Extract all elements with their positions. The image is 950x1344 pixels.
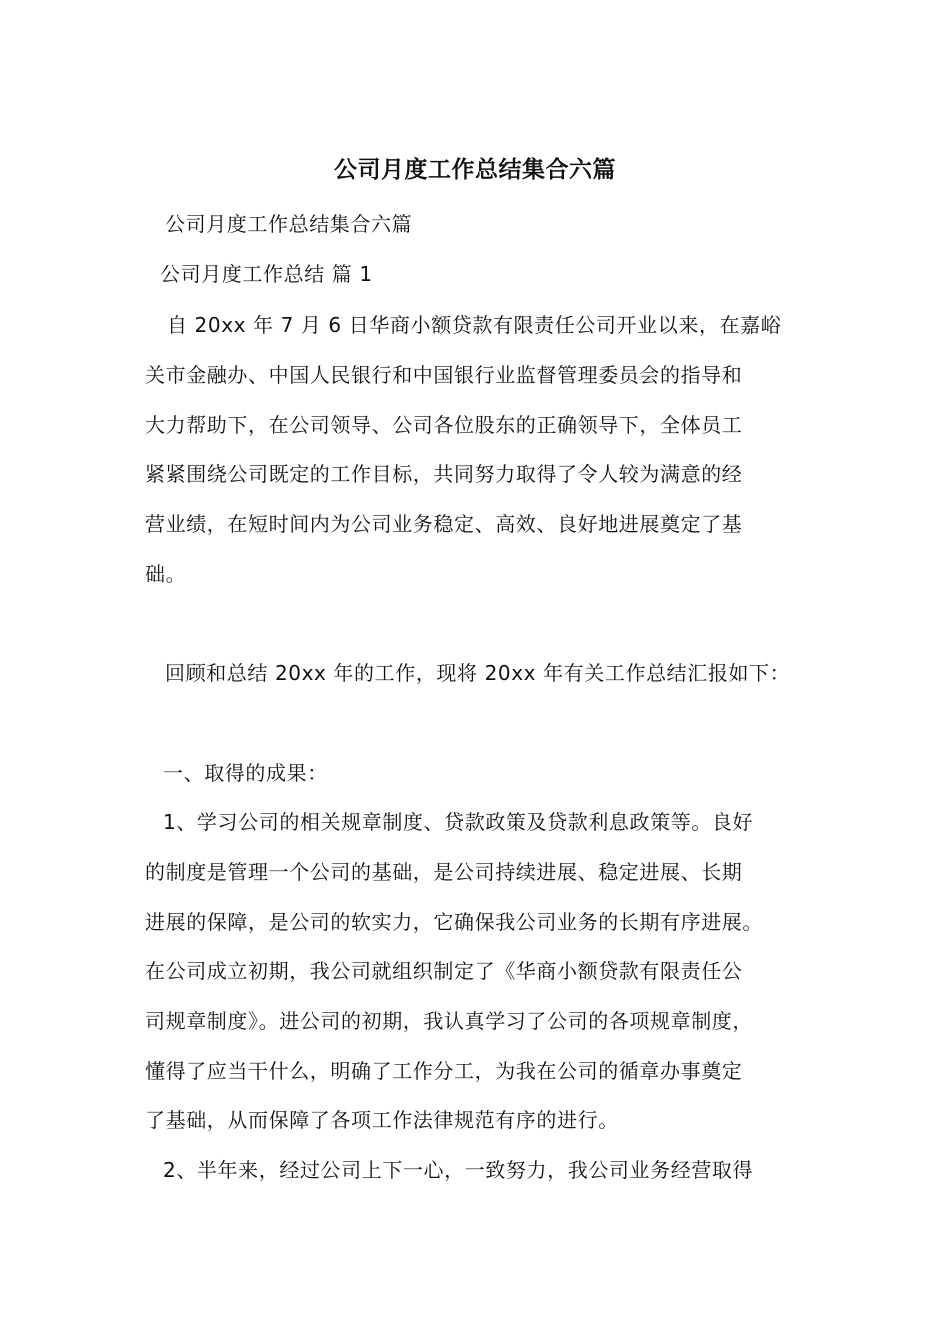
- section-heading-achievements: 一、取得的成果：: [163, 761, 328, 785]
- paragraph-line: 2、半年来，经过公司上下一心，一致努力，我公司业务经营取得: [163, 1158, 754, 1182]
- section-heading-1: 公司月度工作总结 篇 1: [160, 262, 373, 286]
- paragraph-line: 司规章制度》。进公司的初期，我认真学习了公司的各项规章制度，: [145, 1009, 753, 1033]
- document-title: 公司月度工作总结集合六篇: [334, 157, 616, 183]
- paragraph-line: 1、学习公司的相关规章制度、贷款政策及贷款利息政策等。良好: [163, 810, 754, 834]
- paragraph-line: 大力帮助下，在公司领导、公司各位股东的正确领导下，全体员工: [145, 413, 743, 437]
- paragraph-line: 础。: [145, 562, 187, 586]
- paragraph-line: 紧紧围绕公司既定的工作目标，共同努力取得了令人较为满意的经: [145, 462, 743, 486]
- paragraph-line: 关市金融办、中国人民银行和中国银行业监督管理委员会的指导和: [145, 363, 743, 387]
- paragraph-line: 营业绩，在短时间内为公司业务稳定、高效、良好地进展奠定了基: [145, 512, 743, 536]
- paragraph-line: 在公司成立初期，我公司就组织制定了《华商小额贷款有限责任公: [145, 959, 743, 983]
- paragraph-line: 了基础，从而保障了各项工作法律规范有序的进行。: [145, 1108, 619, 1132]
- paragraph-line: 的制度是管理一个公司的基础，是公司持续进展、稳定进展、长期: [145, 860, 743, 884]
- paragraph-line: 进展的保障，是公司的软实力，它确保我公司业务的长期有序进展。: [145, 910, 763, 934]
- paragraph-line: 自 20xx 年 7 月 6 日华商小额贷款有限责任公司开业以来，在嘉峪: [167, 313, 782, 337]
- paragraph-line: 懂得了应当干什么，明确了工作分工，为我在公司的循章办事奠定: [145, 1059, 743, 1083]
- subtitle-line: 公司月度工作总结集合六篇: [165, 212, 413, 236]
- paragraph-line: 回顾和总结 20xx 年的工作，现将 20xx 年有关工作总结汇报如下：: [165, 661, 791, 685]
